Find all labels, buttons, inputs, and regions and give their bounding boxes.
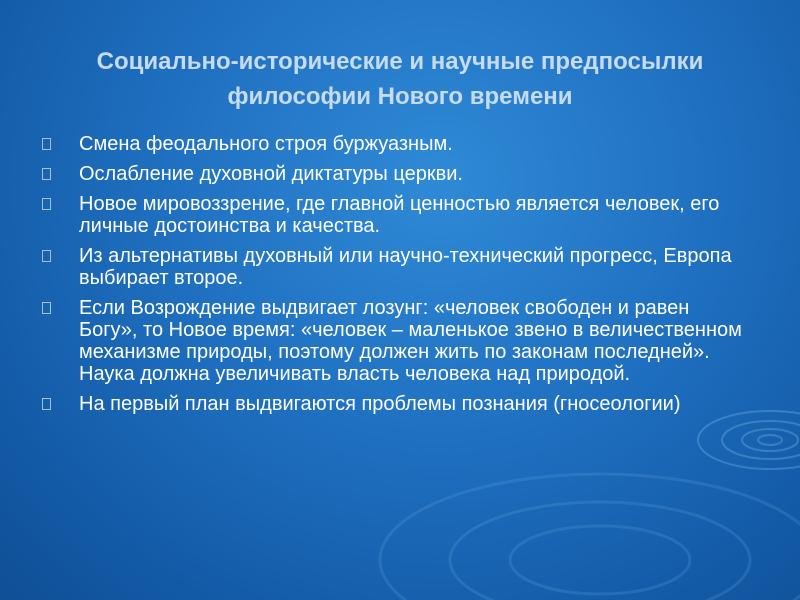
bullet-item (42, 297, 752, 385)
bullet-item (42, 193, 752, 237)
square-bullet-icon (42, 198, 51, 210)
square-bullet-icon (42, 168, 51, 180)
bullet-text: Ослабление духовной диктатуры церкви. (79, 163, 463, 185)
bullet-item (42, 245, 752, 289)
square-bullet-icon (42, 250, 51, 262)
square-bullet-icon (42, 398, 51, 410)
bullet-text: Смена феодального строя буржуазным. (79, 133, 453, 155)
bullet-list (42, 133, 752, 423)
bullet-item (42, 133, 752, 155)
square-bullet-icon (42, 302, 51, 314)
slide-title: Социально-исторические и научные предпосылки философии Нового времени (96, 48, 704, 110)
bullet-text: Если Возрождение выдвигает лозунг: «человек свободен и равен Богу», то Новое время: «человек – маленькое звено в величественном механизме природы, поэтому должен жить по законам последней». Наука должна увеличивать власть человека над природой. (79, 297, 742, 385)
bullet-text: На первый план выдвигаются проблемы познания (гносеологии) (79, 393, 681, 415)
bullet-text: Новое мировоззрение, где главной ценностью является человек, его личные достоинства и качества. (79, 193, 720, 237)
bullet-text: Из альтернативы духовный или научно-технический прогресс, Европа выбирает второе. (79, 245, 732, 289)
bullet-item (42, 163, 752, 185)
square-bullet-icon (42, 138, 51, 150)
bullet-item (42, 393, 752, 415)
